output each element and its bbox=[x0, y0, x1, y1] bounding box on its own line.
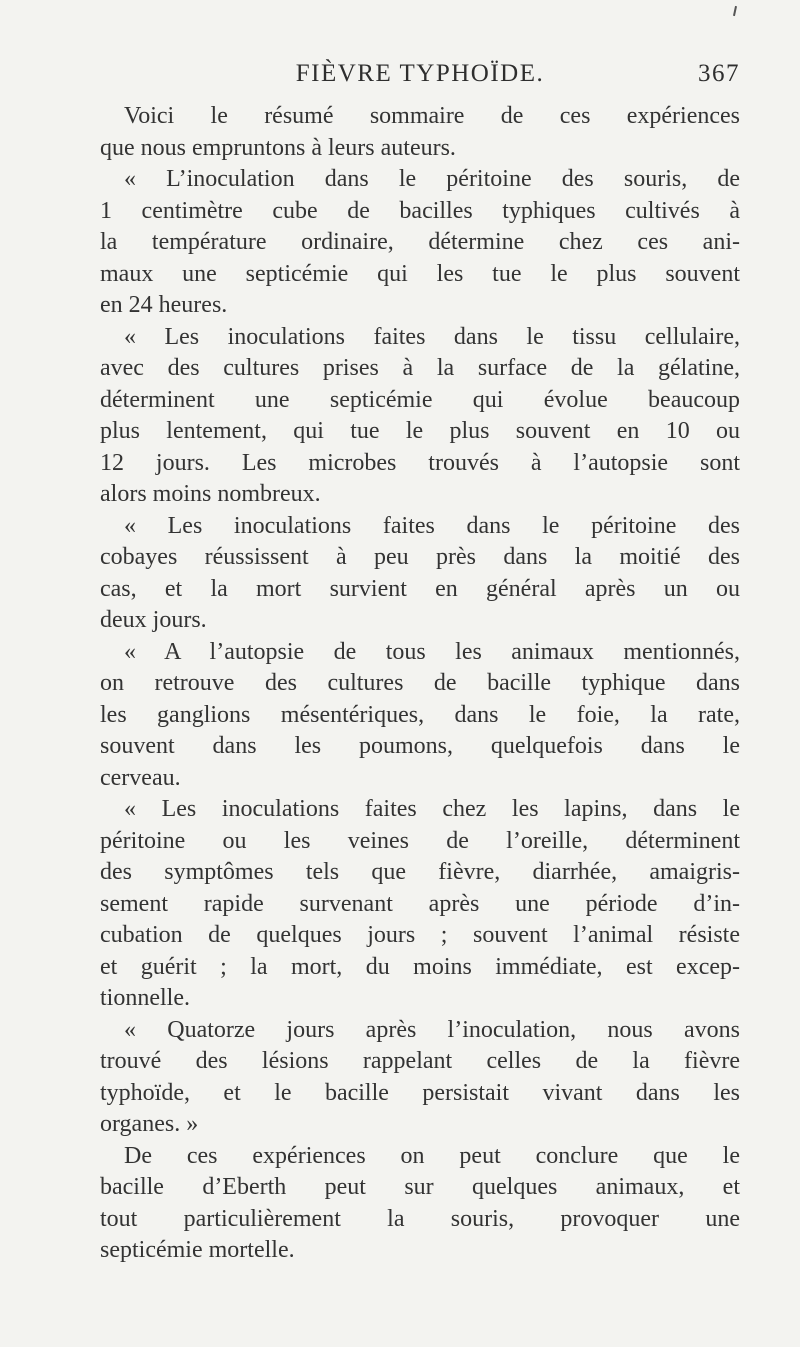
text-line: « Les inoculations faites chez les lapins, dans le bbox=[124, 796, 740, 822]
text-line: De ces expériences on peut conclure que le bbox=[124, 1142, 740, 1169]
text-line: avec des cultures prises à la surface de la gélatine, bbox=[100, 355, 740, 381]
text-line: 1 centimètre cube de bacilles typhiques cultivés à bbox=[100, 197, 740, 224]
text-line: « Quatorze jours après l’inoculation, nous avons bbox=[124, 1016, 740, 1043]
text-line: « A l’autopsie de tous les animaux mentionnés, bbox=[124, 638, 740, 665]
text-line: cobayes réussissent à peu près dans la moitié des bbox=[100, 544, 740, 570]
text-line: maux une septicémie qui les tue le plus souvent bbox=[100, 260, 740, 287]
text-line: sement rapide survenant après une période d’in- bbox=[100, 890, 740, 917]
text-line: la température ordinaire, détermine chez ces ani- bbox=[100, 229, 740, 255]
paragraph bbox=[100, 322, 740, 511]
text-line: les ganglions mésentériques, dans le foie, la rate, bbox=[100, 701, 740, 728]
text-line: cas, et la mort survient en général après un ou bbox=[100, 575, 740, 602]
text-line: « Les inoculations faites dans le péritoine des bbox=[124, 512, 740, 539]
text-line: deux jours. bbox=[100, 607, 207, 633]
paragraph bbox=[100, 794, 740, 1015]
text-line: cubation de quelques jours ; souvent l’animal résiste bbox=[100, 922, 740, 948]
body-text bbox=[100, 101, 740, 1267]
text-line: plus lentement, qui tue le plus souvent en 10 ou bbox=[100, 418, 740, 444]
page-number: 367 bbox=[698, 60, 740, 87]
paragraph bbox=[100, 511, 740, 637]
text-line: typhoïde, et le bacille persistait vivant dans les bbox=[100, 1079, 740, 1106]
text-line: « L’inoculation dans le péritoine des souris, de bbox=[124, 166, 740, 192]
paragraph bbox=[100, 637, 740, 795]
running-title: FIÈVRE TYPHOÏDE. bbox=[295, 60, 545, 87]
text-line: 12 jours. Les microbes trouvés à l’autopsie sont bbox=[100, 449, 740, 476]
text-line: déterminent une septicémie qui évolue beaucoup bbox=[100, 386, 740, 413]
text-line: « Les inoculations faites dans le tissu cellulaire, bbox=[124, 323, 740, 350]
text-line: péritoine ou les veines de l’oreille, déterminent bbox=[100, 827, 740, 854]
paragraph bbox=[100, 1141, 740, 1267]
text-line: en 24 heures. bbox=[100, 292, 228, 318]
text-line: que nous empruntons à leurs auteurs. bbox=[100, 134, 456, 161]
text-line: Voici le résumé sommaire de ces expériences bbox=[124, 103, 740, 129]
paragraph bbox=[100, 101, 740, 164]
text-line: organes. » bbox=[100, 1111, 199, 1137]
paragraph bbox=[100, 164, 740, 322]
text-line: alors moins nombreux. bbox=[100, 481, 321, 507]
text-line: tionnelle. bbox=[100, 985, 190, 1011]
text-line: cerveau. bbox=[100, 764, 181, 791]
text-line: on retrouve des cultures de bacille typhique dans bbox=[100, 670, 740, 696]
running-header bbox=[100, 60, 740, 94]
margin-mark bbox=[733, 6, 737, 16]
paragraph bbox=[100, 1015, 740, 1141]
text-line: des symptômes tels que fièvre, diarrhée, amaigris- bbox=[100, 859, 740, 885]
text-line: trouvé des lésions rappelant celles de la fièvre bbox=[100, 1048, 740, 1074]
text-line: et guérit ; la mort, du moins immédiate, est excep- bbox=[100, 953, 740, 980]
text-line: souvent dans les poumons, quelquefois dans le bbox=[100, 733, 740, 759]
text-line: tout particulièrement la souris, provoquer une bbox=[100, 1205, 740, 1232]
text-line: bacille d’Eberth peut sur quelques animaux, et bbox=[100, 1174, 740, 1200]
text-line: septicémie mortelle. bbox=[100, 1237, 295, 1263]
